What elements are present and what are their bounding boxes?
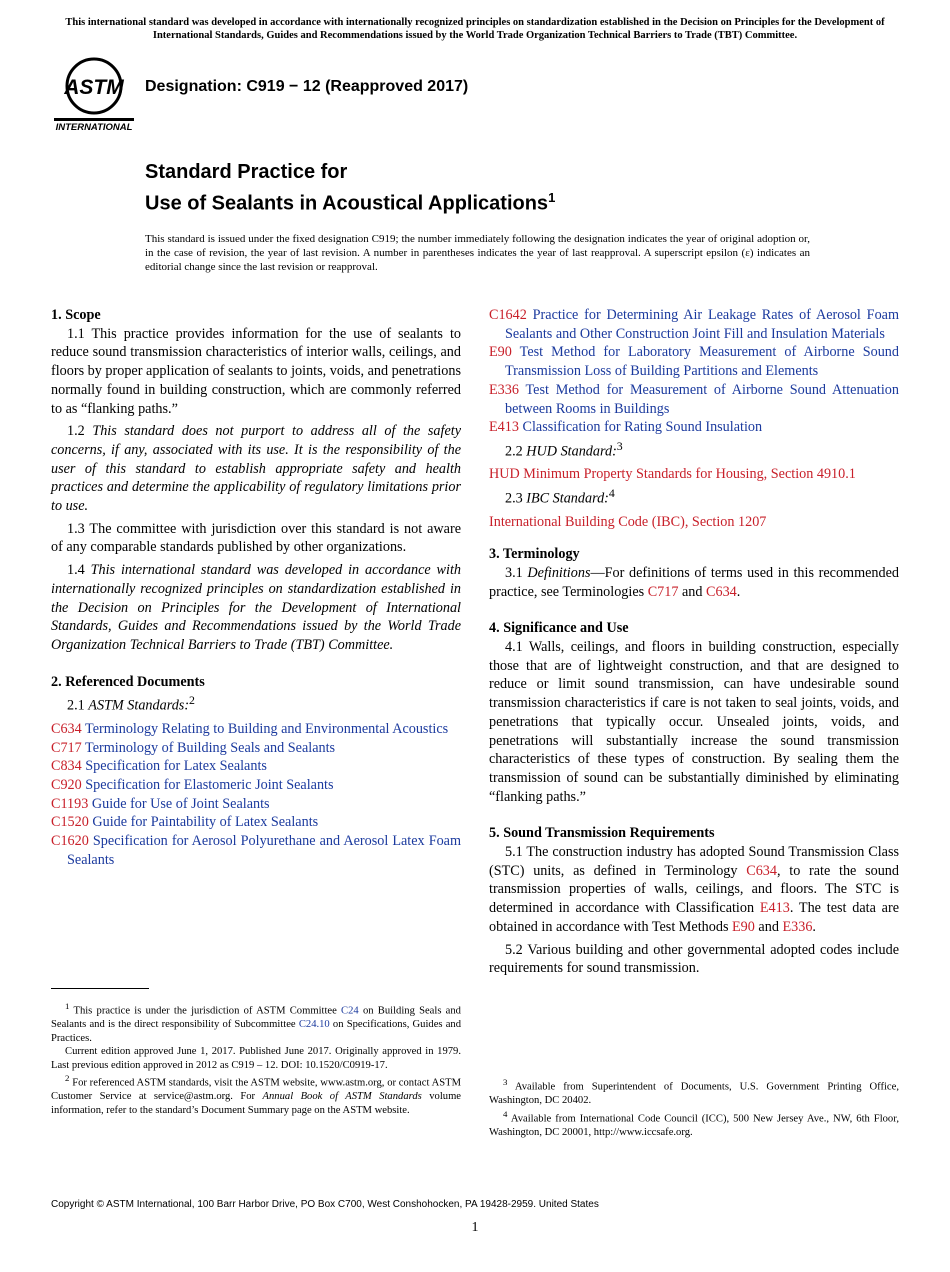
footnote-1: $^1$ This practice is under the jurisdiction of ASTM Committee C24 on Building Seals and Sealants and is the direct responsibility of Subcommittee C24.10 on Specifications, Guides and Practices. xyxy=(51,1001,462,1044)
left-column xyxy=(51,306,461,869)
reference-item[interactable] xyxy=(489,418,899,437)
reference-title[interactable]: Guide for Use of Joint Sealants xyxy=(91,795,270,812)
c634-link-2[interactable]: C634 xyxy=(746,862,777,879)
section-3-heading: 3. Terminology xyxy=(489,546,580,563)
document-title xyxy=(145,160,555,217)
reference-title[interactable]: Guide for Paintability of Latex Sealants xyxy=(92,814,319,831)
astm-logo-icon xyxy=(52,56,136,132)
para-1-3: 1.3 The committee with jurisdiction over this standard is not aware of any comparable standards published by other organizations. xyxy=(51,520,461,556)
para-3-1: 3.1 Definitions—For definitions of terms used in this recommended practice, see Terminologies C717 and C634. xyxy=(489,564,899,600)
footnote-1-edition: Current edition approved June 1, 2017. Published June 2017. Originally approved in 1979. Last previous edition approved in 2012 as C919 – 12. DOI: 10.1520/C0919-17. xyxy=(51,1046,461,1071)
reference-title[interactable]: Specification for Latex Sealants xyxy=(85,758,267,775)
reference-title[interactable]: Terminology Relating to Building and Environmental Acoustics xyxy=(85,720,449,737)
top-notice: This international standard was developed in accordance with internationally recognized principles on standardization established in the Decision on Principles for the Development of International Standards, Guides and Recommendations issued by the World Trade Organization Technical Barriers to Trade (TBT) Committee. xyxy=(65,17,885,41)
astm-standards-label: 2.1 ASTM Standards:$^2$ xyxy=(67,693,195,715)
logo-subtext: INTERNATIONAL xyxy=(55,122,133,132)
para-1-1: 1.1 This practice provides information for the use of sealants to reduce sound transmission characteristics of interior walls, ceilings, and floors by proper application of sealants to joints, voids, and penetrations normally found in building construction, which are commonly referred to as “flanking paths.” xyxy=(51,325,461,417)
e413-link[interactable]: E413 xyxy=(759,900,790,917)
reference-item[interactable] xyxy=(51,739,461,758)
reference-item[interactable] xyxy=(51,795,461,814)
reference-code[interactable]: C920 xyxy=(51,776,82,793)
copyright-notice: Copyright © ASTM International, 100 Barr Harbor Drive, PO Box C700, West Conshohocken, PA 19428-2959. United States xyxy=(51,1199,599,1210)
referenced-documents-list-left xyxy=(51,720,461,870)
c24-link[interactable]: C24 xyxy=(341,1005,359,1017)
title-line-1: Standard Practice for xyxy=(145,161,348,183)
title-line-2: Use of Sealants in Acoustical Applications$^1$ xyxy=(145,190,556,215)
issuance-statement: This standard is issued under the fixed designation C919; the number immediately following the designation indicates the year of original adoption or, in the case of revision, the year of last revision. A number in parentheses indicates the year of last reapproval. A superscript epsilon (ε) indicates an editorial change since the last revision or reapproval. xyxy=(145,233,810,273)
c717-link[interactable]: C717 xyxy=(647,583,679,600)
astm-logo xyxy=(52,56,136,132)
para-4-1: 4.1 Walls, ceilings, and floors in building construction, especially those that are of lightweight construction, and that are designed to reduce or limit sound transmission, can have undesirable sound transmission characteristics if care is not taken to seal joints, voids, and penetrations that typically occur. Unsealed joints, voids, and penetrations will substantially increase the sound transmission characteristics of these types of construction. By sealing them the transmission of sound can be substantially diminished by eliminating “flanking paths.” xyxy=(489,639,899,805)
footnote-2: $^2$ For referenced ASTM standards, visit the ASTM website, www.astm.org, or contact ASTM Customer Service at service@astm.org. For Annual Book of ASTM Standards volume information, refer to the standard’s Document Summary page on the ASTM website. xyxy=(51,1073,462,1116)
reference-code[interactable]: C634 xyxy=(51,720,82,737)
hud-reference[interactable]: HUD Minimum Property Standards for Housing, Section 4910.1 xyxy=(489,466,856,483)
designation: Designation: C919 − 12 (Reapproved 2017) xyxy=(145,78,469,95)
footnotes-left xyxy=(51,988,461,1117)
para-1-4: 1.4 This international standard was developed in accordance with internationally recognized principles on standardization established in the Decision on Principles for the Development of International Standards, Guides and Recommendations issued by the World Trade Organization Technical Barriers to Trade (TBT) Committee. xyxy=(51,562,461,653)
reference-code[interactable]: E413 xyxy=(489,419,519,436)
reference-item[interactable] xyxy=(489,306,899,343)
reference-title[interactable]: Terminology of Building Seals and Sealants xyxy=(85,739,336,756)
reference-code[interactable]: C1193 xyxy=(51,795,89,812)
reference-item[interactable] xyxy=(489,381,899,418)
reference-item[interactable] xyxy=(51,813,461,832)
footnote-3: $^3$ Available from Superintendent of Documents, U.S. Government Printing Office, Washington, DC 20402. xyxy=(489,1077,899,1107)
logo-text: ASTM xyxy=(64,76,124,99)
hud-standard-label: 2.2 HUD Standard:$^3$ xyxy=(505,438,623,460)
footnote-4: $^4$ Available from International Code Council (ICC), 500 New Jersey Ave., NW, 6th Floor, Washington, DC 20001, http://www.iccsafe.org. xyxy=(489,1108,899,1138)
reference-code[interactable]: E336 xyxy=(489,381,519,398)
para-1-2: 1.2 This standard does not purport to address all of the safety concerns, if any, associated with its use. It is the responsibility of the user of this standard to establish appropriate safety and health practices and determine the applicability of regulatory limitations prior to use. xyxy=(51,423,461,515)
page-number: 1 xyxy=(471,1220,479,1235)
ibc-reference[interactable]: International Building Code (IBC), Section 1207 xyxy=(489,513,767,530)
section-1-heading: 1. Scope xyxy=(51,307,101,323)
reference-title[interactable]: Specification for Aerosol Polyurethane and Aerosol Latex Foam Sealants xyxy=(67,833,462,868)
para-5-2: 5.2 Various building and other governmental adopted codes include requirements for sound transmission. xyxy=(489,941,899,977)
reference-title[interactable]: Test Method for Laboratory Measurement of Airborne Sound Transmission Loss of Building Partitions and Elements xyxy=(505,344,899,380)
title-footnote-ref[interactable]: 1 xyxy=(548,190,556,205)
reference-item[interactable] xyxy=(51,757,461,776)
c634-link[interactable]: C634 xyxy=(706,583,737,600)
reference-title[interactable]: Test Method for Measurement of Airborne Sound Attenuation between Rooms in Buildings xyxy=(505,381,899,417)
para-5-1: 5.1 The construction industry has adopted Sound Transmission Class (STC) units, as defined in Terminology C634, to rate the sound transmission properties of walls, ceilings, and floors. The STC is determined in accordance with Classification E413. The test data are obtained in accordance with Test Methods E90 and E336. xyxy=(489,844,899,935)
reference-code[interactable]: E90 xyxy=(489,344,512,361)
section-5-heading: 5. Sound Transmission Requirements xyxy=(489,825,715,842)
reference-item[interactable] xyxy=(51,776,461,795)
ibc-standard-label: 2.3 IBC Standard:$^4$ xyxy=(505,486,615,507)
reference-item[interactable] xyxy=(51,720,461,739)
reference-title[interactable]: Specification for Elastomeric Joint Sealants xyxy=(85,776,334,793)
c24-10-link[interactable]: C24.10 xyxy=(298,1019,330,1031)
footnotes-right xyxy=(489,1076,899,1139)
e336-link[interactable]: E336 xyxy=(782,918,813,935)
reference-item[interactable] xyxy=(51,832,461,869)
reference-code[interactable]: C834 xyxy=(51,758,82,775)
reference-title[interactable]: Practice for Determining Air Leakage Rates of Aerosol Foam Sealants and Other Construction Joint Fill and Insulation Materials xyxy=(505,307,899,342)
referenced-documents-list-right xyxy=(489,306,899,437)
reference-code[interactable]: C1642 xyxy=(489,307,527,323)
reference-item[interactable] xyxy=(489,343,899,380)
reference-code[interactable]: C1620 xyxy=(51,833,89,850)
reference-code[interactable]: C1520 xyxy=(51,814,89,831)
section-2-heading: 2. Referenced Documents xyxy=(51,673,205,690)
right-column xyxy=(489,306,899,982)
e90-link[interactable]: E90 xyxy=(732,918,755,935)
section-4-heading: 4. Significance and Use xyxy=(489,620,629,637)
reference-code[interactable]: C717 xyxy=(51,739,82,756)
reference-title[interactable]: Classification for Rating Sound Insulation xyxy=(522,419,763,436)
